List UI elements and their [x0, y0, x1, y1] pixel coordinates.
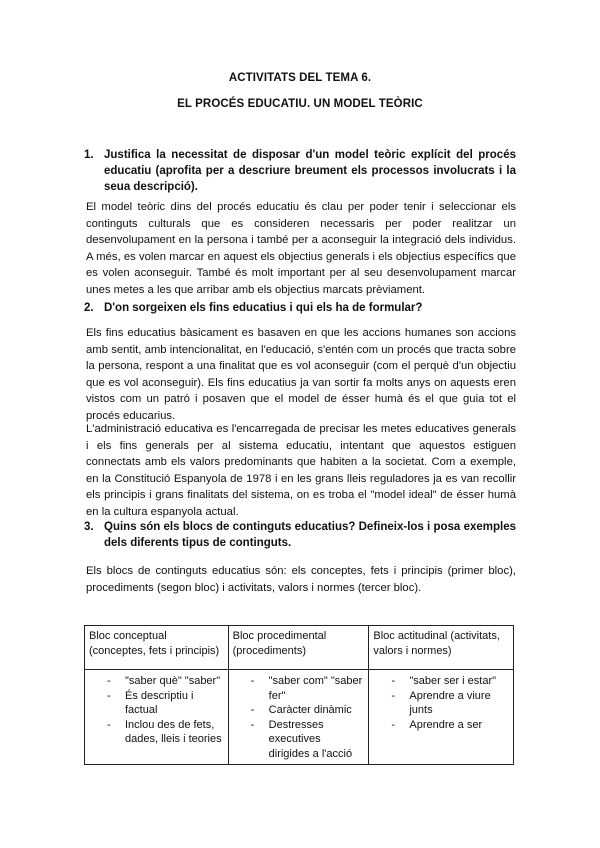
bullet-list [233, 674, 365, 761]
question-1 [84, 147, 516, 195]
question-2 [84, 300, 516, 316]
list-item: - Aprendre a ser [391, 718, 509, 733]
question-number: 2. [84, 302, 94, 314]
list-item: - "saber què" "saber" [107, 674, 224, 689]
list-item: - Aprendre a viure junts [391, 689, 509, 718]
list-item: - És descriptiu i factual [107, 689, 224, 718]
question-number: 3. [84, 521, 94, 533]
question-text: Quins són els blocs de continguts educatius? Defineix-los i posa exemples dels diferents tipus de continguts. [104, 521, 516, 549]
table-header-cell: Bloc actitudinal (activitats, valors i normes) [369, 626, 514, 670]
table-header-cell: Bloc procedimental (procediments) [228, 626, 369, 670]
table-cell [369, 670, 514, 765]
list-item: - Caràcter dinàmic [251, 703, 365, 718]
answer-paragraph: Els blocs de continguts educatius són: els conceptes, fets i principis (primer bloc), procediments (segon bloc) i activitats, valors i normes (tercer bloc). [86, 565, 516, 594]
list-item: - Inclou des de fets, dades, lleis i teories [107, 718, 224, 747]
table-header-cell: Bloc conceptual (conceptes, fets i principis) [85, 626, 229, 670]
table-row [85, 670, 514, 765]
content-blocks-table [84, 625, 514, 765]
answer-paragraph: L'administració educativa es l'encarregada de precisar les metes educatives generals i els fins generals per al sistema educatiu, intentant que aquestos estiguen connectats amb els valors predominants que habiten a la societat. Com a exemple, en la Constitució Espanyola de 1978 i en les grans lleis reguladores ja es van recollir els principis i grans finalitats del sistema, on es troba el "model ideal" de ésser humà en la cultura espanyola actual. [86, 423, 516, 518]
bullet-list [373, 674, 509, 732]
list-item: - "saber ser i estar" [391, 674, 509, 689]
question-number: 1. [84, 149, 94, 161]
list-item: - Destresses executives dirigides a l'acció [251, 718, 365, 762]
question-text: Justifica la necessitat de disposar d'un model teòric explícit del procés educatiu (aprofita per a descriure breument els processos involucrats i la seua descripció). [104, 149, 516, 193]
answer-paragraph: El model teòric dins del procés educatiu és clau per poder tenir i seleccionar els continguts culturals que es consideren necessaris per poder realitzar un desenvolupament en la persona i també per a aconseguir la integració dels individus. A més, es volen marcar en aquest els objectius generals i els objectius específics que es volen aconseguir. També és molt important per al seu desenvolupament marcar unes metes a les que arribar amb els objectius marcats prèviament. [86, 201, 516, 296]
question-3 [84, 519, 516, 551]
bullet-list [89, 674, 224, 747]
document-subtitle: EL PROCÉS EDUCATIU. UN MODEL TEÒRIC [177, 98, 423, 110]
answer-paragraph: Els fins educatius bàsicament es basaven en que les accions humanes son accions amb sentit, amb intencionalitat, en l'educació, s'entén com un procés que tracta sobre la persona, respont a una finalitat que es vol aconseguir (com el perquè d'un objectiu que es vol aconseguir). Els fins educatius ja van sortir fa molts anys on aquests eren vistos com un patró i posaven que el model de ésser humà és el que guia tot el procés educarius. [86, 327, 516, 422]
list-item: - "saber com" "saber fer" [251, 674, 365, 703]
question-text: D'on sorgeixen els fins educatius i qui els ha de formular? [104, 302, 423, 314]
table-cell [228, 670, 369, 765]
document-title: ACTIVITATS DEL TEMA 6. [228, 72, 372, 84]
table-header-row [85, 626, 514, 670]
table-cell [85, 670, 229, 765]
